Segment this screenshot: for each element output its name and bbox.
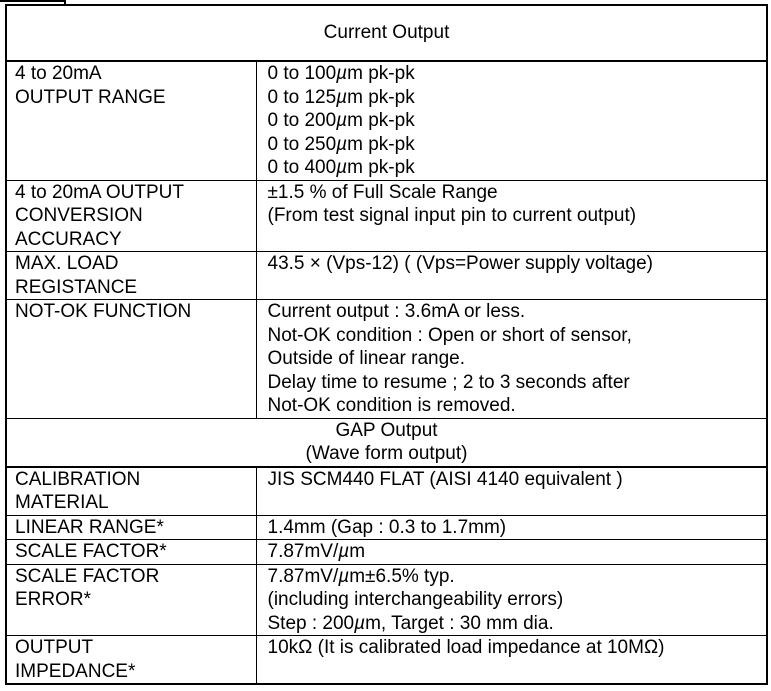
spec-value-line: 0 to 250µm pk-pk [267, 133, 415, 155]
spec-value-line: Delay time to resume ; 2 to 3 seconds after [267, 371, 630, 393]
micro-sign: µ [354, 612, 366, 634]
section-header-current-output [6, 5, 767, 61]
spec-row-scale-factor [6, 540, 767, 565]
spec-value-line: 1.4mm (Gap : 0.3 to 1.7mm) [267, 516, 507, 538]
section-title-current-output [6, 5, 767, 61]
spec-row-scale-factor-error [6, 564, 767, 636]
spec-value-line: 10kΩ (It is calibrated load impedance at 10MΩ) [267, 637, 665, 658]
spec-label-line: SCALE FACTOR* [15, 541, 167, 562]
spec-value [256, 540, 767, 565]
spec-label-line: MAX. LOAD [15, 253, 119, 274]
spec-label [6, 61, 256, 180]
spec-value-line: 7.87mV/µm±6.5% typ. [267, 565, 455, 587]
spec-value [256, 180, 767, 252]
spec-value-line: ±1.5 % of Full Scale Range [267, 181, 498, 203]
spec-label-line: LINEAR RANGE* [15, 516, 164, 538]
spec-value-line: Not-OK condition is removed. [267, 395, 516, 416]
spec-label-line: IMPEDANCE* [15, 660, 136, 682]
section-title-gap-output [6, 418, 767, 467]
spec-label-line: OUTPUT RANGE [15, 86, 166, 108]
spec-label [6, 515, 256, 540]
micro-sign: µ [336, 86, 348, 108]
section-subtitle: (Wave form output) [305, 443, 468, 464]
spec-value [256, 300, 767, 419]
spec-row-linear-range [6, 515, 767, 540]
spec-value [256, 252, 767, 300]
spec-label [6, 300, 256, 419]
section-title: Current Output [323, 22, 450, 44]
spec-value-line: (From test signal input pin to current output) [267, 205, 637, 226]
spec-label-line: 4 to 20mA [15, 63, 102, 84]
micro-sign: µ [336, 157, 348, 178]
micro-sign: µ [336, 133, 348, 155]
micro-sign: µ [338, 541, 350, 562]
spec-label-line: 4 to 20mA OUTPUT [15, 181, 184, 203]
spec-value-line: 0 to 400µm pk-pk [267, 157, 415, 178]
spec-value-line: 7.87mV/µm [267, 541, 366, 562]
micro-sign: µ [338, 565, 350, 587]
spec-label [6, 564, 256, 636]
spec-value [256, 636, 767, 685]
spec-label [6, 540, 256, 565]
spec-value-line: 43.5 × (Vps-12) ( (Vps=Power supply voltage) [267, 253, 653, 274]
spec-label-line: CONVERSION [15, 205, 143, 226]
spec-value [256, 564, 767, 636]
micro-sign: µ [336, 63, 348, 84]
spec-label-line: NOT-OK FUNCTION [15, 301, 192, 322]
spec-row-conversion-accuracy [6, 180, 767, 252]
spec-label-line: MATERIAL [15, 492, 109, 513]
spec-value-line: Current output : 3.6mA or less. [267, 301, 526, 322]
spec-row-calibration-material [6, 467, 767, 516]
spec-label-line: REGISTANCE [15, 276, 138, 298]
spec-row-not-ok-function [6, 300, 767, 419]
spec-value-line: 0 to 100µm pk-pk [267, 63, 415, 84]
spec-value-line: 0 to 125µm pk-pk [267, 86, 415, 108]
spec-label [6, 636, 256, 685]
spec-value [256, 467, 767, 516]
spec-label [6, 180, 256, 252]
spec-value-line: Not-OK condition : Open or short of sensor, [267, 324, 632, 346]
spec-label-line: ACCURACY [15, 228, 122, 250]
specification-table [5, 4, 768, 685]
micro-sign: µ [336, 110, 348, 131]
spec-label [6, 252, 256, 300]
spec-value-line: Step : 200µm, Target : 30 mm dia. [267, 612, 554, 634]
spec-value [256, 61, 767, 180]
spec-label-line: OUTPUT [15, 637, 94, 658]
spec-value-line: Outside of linear range. [267, 348, 466, 369]
spec-label-line: CALIBRATION [15, 468, 141, 490]
spec-label [6, 467, 256, 516]
spec-value-line: 0 to 200µm pk-pk [267, 110, 415, 131]
section-title: GAP Output [335, 419, 438, 441]
spec-value-line: (including interchangeability errors) [267, 589, 564, 610]
spec-row-output-impedance [6, 636, 767, 685]
spec-value [256, 515, 767, 540]
spec-row-max-load [6, 252, 767, 300]
spec-label-line: SCALE FACTOR [15, 565, 160, 587]
spec-row-output-range [6, 61, 767, 180]
spec-label-line: ERROR* [15, 589, 92, 610]
section-header-gap-output [6, 418, 767, 467]
spec-value-line: JIS SCM440 FLAT (AISI 4140 equivalent ) [267, 468, 623, 490]
